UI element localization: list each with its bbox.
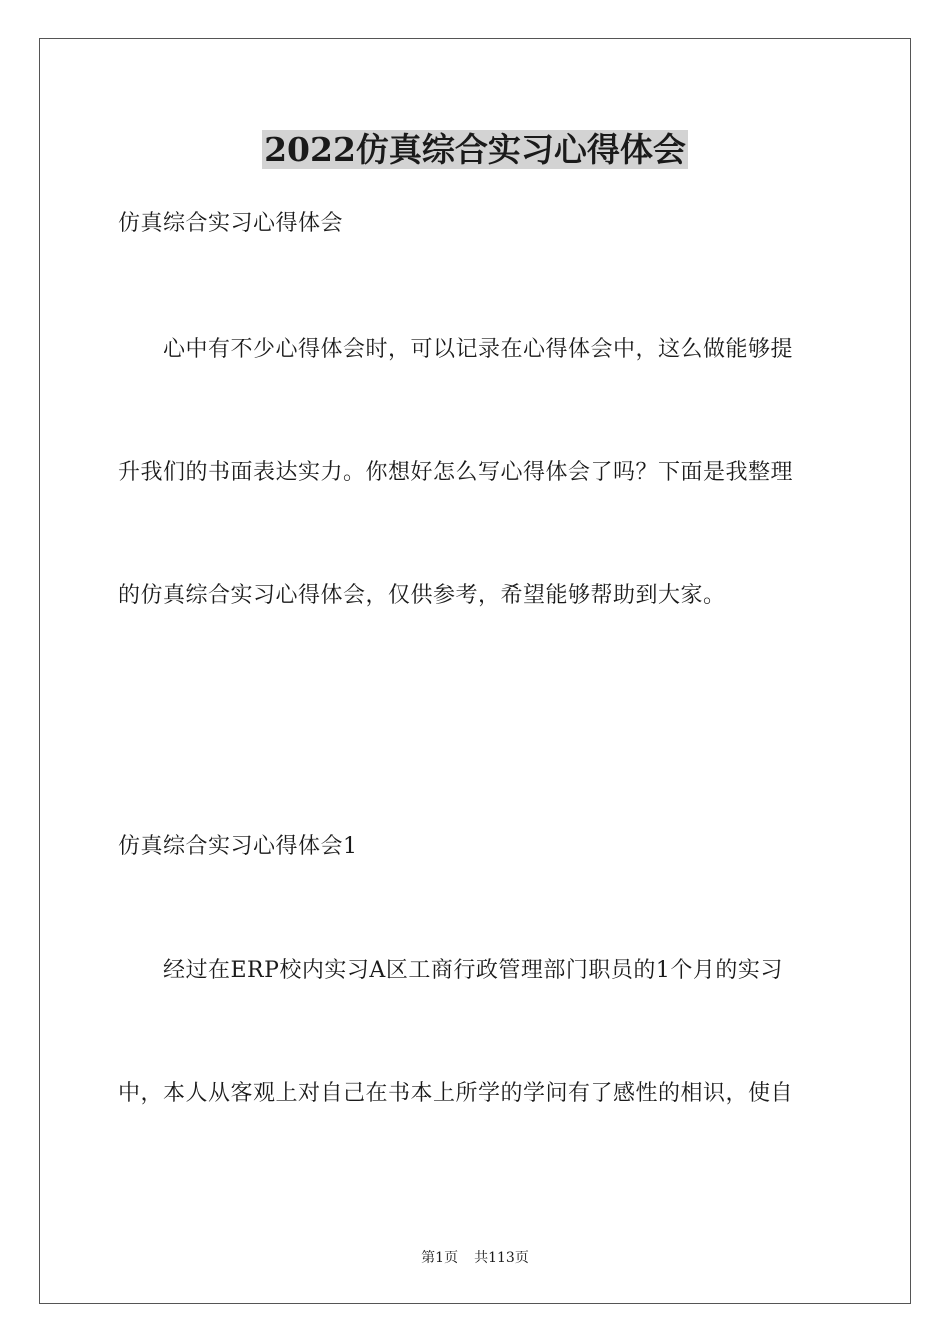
- paragraph-line: 经过在ERP校内实习A区工商行政管理部门职员的1个月的实习: [118, 958, 783, 983]
- title-text: 2022仿真综合实习心得体会: [264, 130, 686, 169]
- page-total: 共113页: [474, 1250, 529, 1266]
- subtitle-line: 仿真综合实习心得体会: [118, 211, 344, 236]
- page-footer: [0, 1248, 950, 1268]
- paragraph-line: 心中有不少心得体会时，可以记录在心得体会中，这么做能够提: [118, 337, 794, 362]
- page-number: 第1页: [421, 1250, 459, 1266]
- paragraph-line: 的仿真综合实习心得体会，仅供参考，希望能够帮助到大家。: [118, 583, 726, 608]
- paragraph-line: 中，本人从客观上对自己在书本上所学的学问有了感性的相识，使自: [118, 1081, 794, 1106]
- paragraph-line: 升我们的书面表达实力。你想好怎么写心得体会了吗？下面是我整理: [118, 460, 794, 485]
- section-heading: 仿真综合实习心得体会1: [118, 834, 358, 859]
- document-title: [0, 128, 950, 172]
